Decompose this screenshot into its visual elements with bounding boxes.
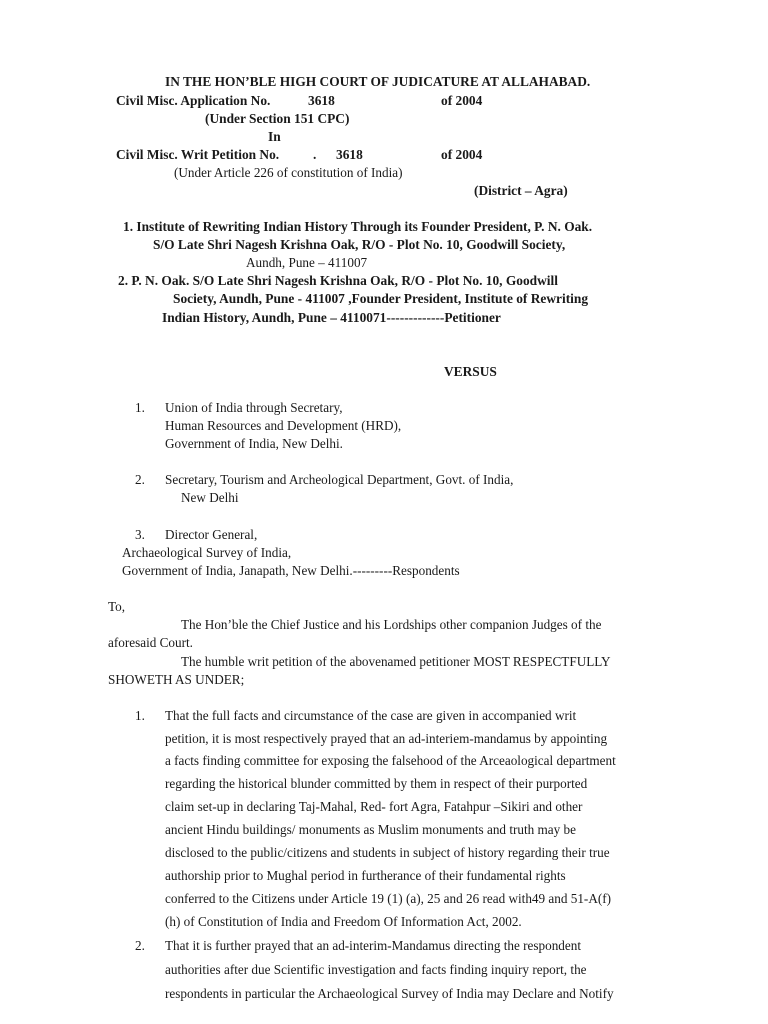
in-connector: In xyxy=(268,129,281,144)
paragraph-1-line: ancient Hindu buildings/ monuments as Muslim monuments and truth may be xyxy=(165,822,576,837)
respondent-1-line-2: Human Resources and Development (HRD), xyxy=(165,418,402,433)
paragraph-1-line: claim set-up in declaring Taj-Mahal, Red- fort Agra, Fatahpur –Sikiri and other xyxy=(165,799,583,814)
petitioner-1-line-3: Aundh, Pune – 411007 xyxy=(246,255,368,270)
petitioner-2-line-2: Society, Aundh, Pune - 411007 ,Founder President, Institute of Rewriting xyxy=(173,291,589,306)
petitioner-1-line-1: 1. Institute of Rewriting Indian History Through its Founder President, P. N. Oak. xyxy=(123,219,593,234)
respondent-1-line-1: Union of India through Secretary, xyxy=(165,400,343,415)
respondent-3-line-2: Archaeological Survey of India, xyxy=(122,545,292,560)
paragraph-2-line: That it is further prayed that an ad-interim-Mandamus directing the respondent xyxy=(165,938,582,953)
respondent-3-number: 3. xyxy=(135,527,145,542)
respondent-2-number: 2. xyxy=(135,472,145,487)
paragraph-1-line: That the full facts and circumstance of the case are given in accompanied writ xyxy=(165,708,577,723)
petition-number: 3618 xyxy=(336,147,363,162)
address-line-4: SHOWETH AS UNDER; xyxy=(108,672,245,687)
paragraph-1-line: (h) of Constitution of India and Freedom Of Information Act, 2002. xyxy=(165,914,522,929)
petitioner-1-line-2: S/O Late Shri Nagesh Krishna Oak, R/O - Plot No. 10, Goodwill Society, xyxy=(153,237,566,252)
versus-heading: VERSUS xyxy=(444,364,497,379)
petitioner-2-line-1: 2. P. N. Oak. S/O Late Shri Nagesh Krishna Oak, R/O - Plot No. 10, Goodwill xyxy=(118,273,558,288)
application-year: of 2004 xyxy=(441,93,483,108)
address-line-2: aforesaid Court. xyxy=(108,635,193,650)
paragraph-2-line: respondents in particular the Archaeological Survey of India may Declare and Notify xyxy=(165,986,614,1001)
respondent-3-line-1: Director General, xyxy=(165,527,258,542)
paragraph-2-line: authorities after due Scientific investigation and facts finding inquiry report, the xyxy=(165,962,587,977)
respondent-2-line-2: New Delhi xyxy=(181,490,239,505)
petitioner-2-line-3: Indian History, Aundh, Pune – 4110071-------------Petitioner xyxy=(162,310,501,325)
district: (District – Agra) xyxy=(474,183,568,198)
paragraph-1-line: a facts finding committee for exposing the falsehood of the Arceaological department xyxy=(165,753,616,768)
court-title: IN THE HON’BLE HIGH COURT OF JUDICATURE AT ALLAHABAD. xyxy=(165,74,591,89)
respondent-2-line-1: Secretary, Tourism and Archeological Department, Govt. of India, xyxy=(165,472,514,487)
article-reference: (Under Article 226 of constitution of India) xyxy=(174,165,403,180)
address-line-3: The humble writ petition of the abovenamed petitioner MOST RESPECTFULLY xyxy=(181,654,611,669)
application-number: 3618 xyxy=(308,93,335,108)
respondent-1-line-3: Government of India, New Delhi. xyxy=(165,436,343,451)
paragraph-1-line: conferred to the Citizens under Article 19 (1) (a), 25 and 26 read with49 and 51-A(f) xyxy=(165,891,612,906)
paragraph-1-line: authorship prior to Mughal period in furtherance of their fundamental rights xyxy=(165,868,566,883)
paragraph-2-number: 2. xyxy=(135,938,145,953)
respondent-3-line-3: Government of India, Janapath, New Delhi.---------Respondents xyxy=(122,563,460,578)
petition-dot: . xyxy=(313,147,317,162)
respondent-1-number: 1. xyxy=(135,400,145,415)
petition-label: Civil Misc. Writ Petition No. xyxy=(116,147,280,162)
section-reference: (Under Section 151 CPC) xyxy=(205,111,350,126)
paragraph-1-line: regarding the historical blunder committed by them in respect of their purported xyxy=(165,776,588,791)
salutation: To, xyxy=(108,599,126,614)
paragraph-1-number: 1. xyxy=(135,708,145,723)
paragraph-1-line: petition, it is most respectively prayed that an ad-interiem-mandamus by appointing xyxy=(165,731,608,746)
address-line-1: The Hon’ble the Chief Justice and his Lordships other companion Judges of the xyxy=(181,617,602,632)
paragraph-1-line: disclosed to the public/citizens and students in subject of history regarding their true xyxy=(165,845,610,860)
petition-year: of 2004 xyxy=(441,147,483,162)
application-label: Civil Misc. Application No. xyxy=(116,93,271,108)
